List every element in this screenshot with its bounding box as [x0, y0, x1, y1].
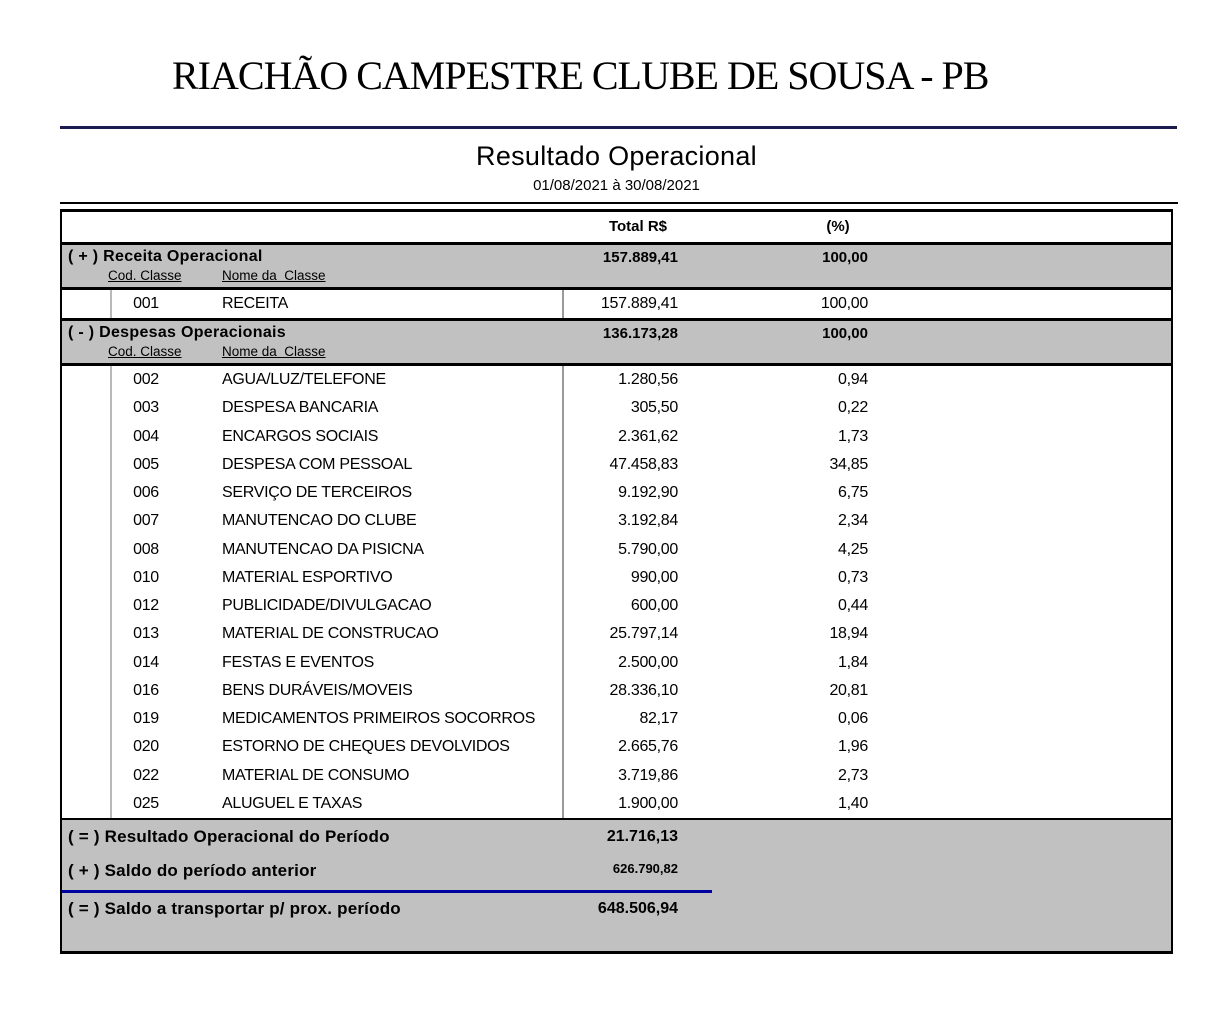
row-class-name: FESTAS E EVENTOS — [222, 653, 374, 671]
summary-row — [62, 899, 1171, 925]
row-class-name: RECEITA — [222, 295, 289, 312]
table-top-rule — [60, 202, 1178, 204]
row-class-name: DESPESA COM PESSOAL — [222, 455, 412, 473]
despesas-section-percent: 100,00 — [822, 325, 868, 342]
row-total-value: 28.336,10 — [609, 681, 678, 699]
summary-row-label: ( = ) Saldo a transportar p/ prox. período — [68, 899, 401, 918]
summary-row-value: 648.506,94 — [597, 900, 678, 917]
row-total-value: 2.500,00 — [618, 653, 678, 671]
row-class-name: BENS DURÁVEIS/MOVEIS — [222, 681, 413, 699]
row-total-value: 82,17 — [639, 710, 678, 727]
column-header-nome-classe: Nome da Classe — [222, 268, 326, 283]
row-total-value: 1.280,56 — [618, 371, 678, 388]
table-row — [62, 290, 1171, 318]
row-class-name: DESPESA BANCARIA — [222, 399, 379, 417]
row-percent-value: 1,73 — [838, 427, 868, 445]
row-total-value: 157.889,41 — [600, 295, 678, 312]
row-total-value: 5.790,00 — [618, 540, 678, 558]
table-row — [62, 762, 1171, 790]
row-class-name: MATERIAL ESPORTIVO — [222, 568, 393, 586]
row-percent-value: 4,25 — [838, 540, 868, 558]
table-row — [62, 423, 1171, 451]
despesas-section-label: ( - ) Despesas Operacionais — [68, 324, 286, 341]
table-row — [62, 366, 1171, 394]
despesas-section-header — [62, 321, 1171, 366]
row-percent-value: 2,73 — [838, 766, 868, 784]
summary-row-value: 21.716,13 — [606, 828, 678, 845]
row-total-value: 47.458,83 — [609, 455, 678, 473]
row-total-value: 25.797,14 — [609, 625, 678, 643]
column-header-cod-classe: Cod. Classe — [108, 344, 182, 359]
row-class-name: PUBLICIDADE/DIVULGACAO — [222, 597, 432, 614]
summary-row-label: ( + ) Saldo do período anterior — [68, 861, 317, 880]
receita-section-percent: 100,00 — [822, 249, 868, 266]
row-percent-value: 1,40 — [838, 794, 868, 812]
row-code: 002 — [133, 371, 159, 388]
row-percent-value: 34,85 — [829, 455, 868, 473]
row-total-value: 3.192,84 — [618, 512, 678, 530]
summary-row — [62, 827, 1171, 853]
row-class-name: MANUTENCAO DA PISICNA — [222, 540, 424, 558]
summary-row-value: 626.790,82 — [612, 861, 678, 876]
row-percent-value: 2,34 — [838, 512, 868, 530]
table-header-row — [62, 212, 1171, 245]
table-row — [62, 705, 1171, 733]
row-total-value: 990,00 — [630, 568, 678, 586]
table-row — [62, 677, 1171, 705]
row-code: 016 — [133, 681, 159, 699]
row-percent-value: 1,96 — [838, 738, 868, 756]
summary-row — [62, 861, 1171, 887]
row-code: 013 — [133, 625, 159, 643]
row-class-name: AGUA/LUZ/TELEFONE — [222, 371, 386, 388]
header-divider-rule — [60, 126, 1177, 129]
receita-section-total: 157.889,41 — [602, 249, 678, 266]
row-percent-value: 0,73 — [838, 568, 868, 586]
row-total-value: 1.900,00 — [618, 794, 678, 812]
row-class-name: ALUGUEL E TAXAS — [222, 794, 363, 812]
column-header-percent: (%) — [826, 218, 850, 235]
table-row — [62, 649, 1171, 677]
row-class-name: MANUTENCAO DO CLUBE — [222, 512, 417, 530]
row-class-name: MEDICAMENTOS PRIMEIROS SOCORROS — [222, 710, 536, 727]
row-percent-value: 6,75 — [838, 484, 868, 501]
row-percent-value: 18,94 — [829, 625, 868, 643]
column-header-cod-classe: Cod. Classe — [108, 268, 182, 283]
row-total-value: 2.665,76 — [618, 738, 678, 756]
row-total-value: 9.192,90 — [618, 484, 678, 501]
column-header-nome-classe: Nome da Classe — [222, 344, 326, 359]
row-total-value: 3.719,86 — [618, 766, 678, 784]
despesas-section-total: 136.173,28 — [602, 325, 678, 342]
row-code: 019 — [133, 710, 159, 727]
row-percent-value: 100,00 — [820, 295, 868, 312]
row-code: 004 — [133, 427, 159, 445]
row-code: 008 — [133, 540, 159, 558]
table-row — [62, 790, 1171, 818]
row-code: 010 — [133, 568, 159, 586]
row-percent-value: 20,81 — [829, 681, 868, 699]
table-row — [62, 564, 1171, 592]
row-code: 014 — [133, 653, 159, 671]
row-total-value: 600,00 — [630, 597, 678, 614]
table-row — [62, 451, 1171, 479]
table-row — [62, 592, 1171, 620]
receita-section-label: ( + ) Receita Operacional — [68, 248, 263, 265]
table-row — [62, 620, 1171, 648]
row-code: 006 — [133, 484, 159, 501]
row-total-value: 2.361,62 — [618, 427, 678, 445]
row-code: 005 — [133, 455, 159, 473]
row-percent-value: 0,44 — [838, 597, 868, 614]
despesas-rows-area — [62, 366, 1171, 818]
row-percent-value: 0,94 — [838, 371, 868, 388]
table-row — [62, 507, 1171, 535]
summary-footer — [62, 818, 1171, 951]
table-row — [62, 479, 1171, 507]
table-row — [62, 733, 1171, 761]
row-code: 001 — [133, 295, 159, 312]
receita-section-header — [62, 245, 1171, 290]
company-title: RIACHÃO CAMPESTRE CLUBE DE SOUSA - PB — [172, 53, 989, 98]
row-code: 012 — [133, 597, 159, 614]
receita-rows-area — [62, 290, 1171, 321]
row-percent-value: 1,84 — [838, 653, 868, 671]
summary-rows-area — [62, 820, 1171, 951]
row-class-name: MATERIAL DE CONSUMO — [222, 766, 410, 784]
report-period: 01/08/2021 à 30/08/2021 — [533, 177, 700, 194]
table-row — [62, 394, 1171, 422]
summary-row-label: ( = ) Resultado Operacional do Período — [68, 827, 390, 846]
row-percent-value: 0,06 — [838, 710, 868, 727]
row-percent-value: 0,22 — [838, 399, 868, 417]
row-code: 007 — [133, 512, 159, 530]
row-class-name: MATERIAL DE CONSTRUCAO — [222, 625, 439, 643]
row-class-name: SERVIÇO DE TERCEIROS — [222, 484, 412, 501]
table-row — [62, 536, 1171, 564]
row-class-name: ENCARGOS SOCIAIS — [222, 427, 379, 445]
report-table — [60, 209, 1173, 954]
row-total-value: 305,50 — [630, 399, 678, 417]
row-code: 022 — [133, 766, 159, 784]
row-class-name: ESTORNO DE CHEQUES DEVOLVIDOS — [222, 738, 510, 756]
row-code: 020 — [133, 738, 159, 756]
report-title: Resultado Operacional — [476, 141, 757, 171]
column-header-total: Total R$ — [608, 218, 668, 235]
row-code: 025 — [133, 794, 159, 812]
row-code: 003 — [133, 399, 159, 417]
